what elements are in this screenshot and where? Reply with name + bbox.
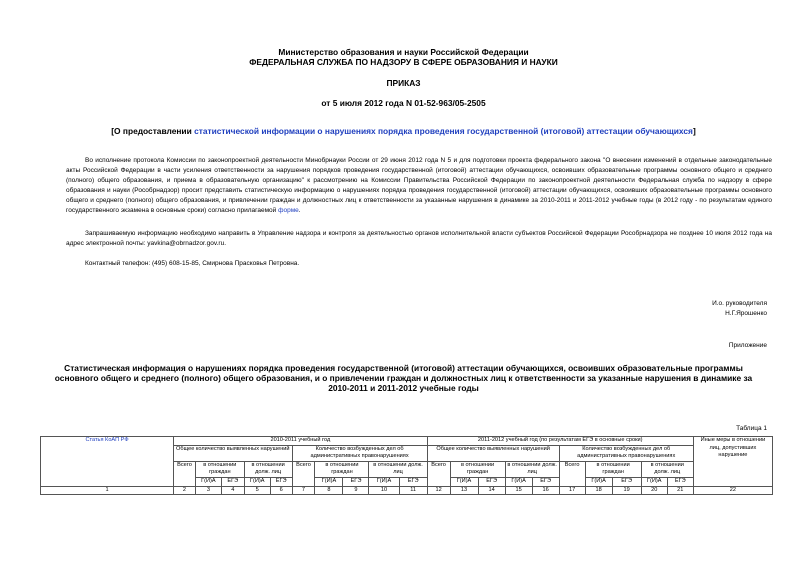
ministry-name: Министерство образования и науки Российской Федерации bbox=[278, 47, 529, 57]
column-number: 2 bbox=[174, 486, 196, 495]
header-violations-y1: Общее количество выявленных нарушений bbox=[174, 445, 292, 461]
header-year-2011-2012: 2011-2012 учебный год (по результатам ЕГЭ в основные сроки) bbox=[427, 437, 693, 446]
column-number: 9 bbox=[343, 486, 369, 495]
doc-date-number: от 5 июля 2012 года N 01-52-963/05-2505 bbox=[321, 98, 486, 108]
header-citizens: в отношении граждан bbox=[195, 461, 244, 477]
header-ege: ЕГЭ bbox=[478, 477, 505, 486]
column-number: 11 bbox=[399, 486, 427, 495]
header-officials: в отношении долж. лиц bbox=[369, 461, 427, 477]
column-number: 6 bbox=[270, 486, 292, 495]
header-year-2010-2011: 2010-2011 учебный год bbox=[174, 437, 428, 446]
column-number-row bbox=[41, 486, 773, 495]
header-ege: ЕГЭ bbox=[532, 477, 559, 486]
column-number: 5 bbox=[244, 486, 270, 495]
title-link[interactable]: статистической информации о нарушениях порядка проведения государственной (итоговой) аттестации обучающихся bbox=[194, 126, 693, 136]
header-ege: ЕГЭ bbox=[270, 477, 292, 486]
koap-link[interactable]: Статья КоАП РФ bbox=[85, 437, 129, 443]
paragraph-1-text: Во исполнение протокола Комиссии по законопроектной деятельности Минобрнауки России от 29 июня 2012 года N 5 и для подготовки проекта федерального закона "О внесении изменений в отдельные законодательные акты Российской Федерации в части усиления ответственности за нарушения порядков проведения государственной (итоговой) аттестации обучающихся, освоивших образовательные программы основного общего и среднего (полного) общего образования, и приема в образовательную организацию" к рассмотрению на Комиссии Правительства Российской Федерации по законопроектной деятельности Федеральная служба по надзору в сфере образования и науки (Рособрнадзор) просит представить статистическую информацию о нарушениях порядка проведения государственной (итоговой) аттестации обучающихся, освоивших образовательные программы основного общего и среднего (полного) общего образования, и привлечении граждан и должностных лиц к ответственности за указанные нарушения в динамике за 2010-2011 и 2011-2012 учебные годы (в 2012 году - по результатам единого государственного экзамена в основные сроки) согласно прилагаемой bbox=[66, 157, 772, 215]
header-ege: ЕГЭ bbox=[612, 477, 641, 486]
paragraph-2: Запрашиваемую информацию необходимо направить в Управление надзора и контроля за деятельностью органов исполнительной власти субъектов Российской Федерации Рособрнадзора не позднее 10 июля 2012 года на адрес электронной почты: yavkina@obrnadzor.gov.ru. bbox=[66, 230, 772, 248]
column-number: 15 bbox=[505, 486, 532, 495]
header-gia: Г(И)А bbox=[450, 477, 478, 486]
header-gia: Г(И)А bbox=[315, 477, 343, 486]
column-number: 16 bbox=[532, 486, 559, 495]
header-gia: Г(И)А bbox=[369, 477, 399, 486]
column-number: 10 bbox=[369, 486, 399, 495]
header-ege: ЕГЭ bbox=[221, 477, 244, 486]
column-number: 17 bbox=[559, 486, 585, 495]
signature-position: И.о. руководителя bbox=[712, 300, 767, 307]
header-gia: Г(И)А bbox=[641, 477, 667, 486]
column-number: 12 bbox=[427, 486, 450, 495]
header-citizens: в отношении граждан bbox=[450, 461, 505, 477]
column-number: 21 bbox=[667, 486, 693, 495]
header-gia: Г(И)А bbox=[505, 477, 532, 486]
form-link[interactable]: форме bbox=[278, 207, 299, 215]
column-number: 13 bbox=[450, 486, 478, 495]
header-ege: ЕГЭ bbox=[667, 477, 693, 486]
header-officials: в отношении долж. лиц bbox=[244, 461, 292, 477]
column-number: 7 bbox=[292, 486, 315, 495]
column-number: 8 bbox=[315, 486, 343, 495]
column-number: 19 bbox=[612, 486, 641, 495]
header-total: Всего bbox=[292, 461, 315, 486]
statistics-table bbox=[40, 436, 773, 495]
signature-name: Н.Г.Ярошенко bbox=[725, 310, 767, 317]
title-suffix: ] bbox=[692, 126, 696, 136]
column-number: 22 bbox=[693, 486, 772, 495]
header-citizens: в отношении граждан bbox=[585, 461, 641, 477]
appendix-label: Приложение bbox=[728, 342, 767, 349]
appendix-title: Статистическая информация о нарушениях порядка проведения государственной (итоговой) аттестации обучающихся, освоивших образовательные программы основного общего и среднего (полного) общего образования, и о привлечении граждан и должностных лиц к ответственности за указанные нарушения в динамике за 2010-2011 и 2011-2012 учебные годы bbox=[54, 363, 753, 393]
document-title bbox=[0, 126, 807, 137]
header-total: Всего bbox=[427, 461, 450, 486]
header-cases-y1: Количество возбужденных дел об административных правонарушениях bbox=[292, 445, 427, 461]
header-article bbox=[41, 437, 174, 487]
header-total: Всего bbox=[559, 461, 585, 486]
paragraph-1-end: . bbox=[298, 207, 301, 215]
column-number: 3 bbox=[195, 486, 221, 495]
column-number: 4 bbox=[221, 486, 244, 495]
service-name: ФЕДЕРАЛЬНАЯ СЛУЖБА ПО НАДЗОРУ В СФЕРЕ ОБРАЗОВАНИЯ И НАУКИ bbox=[249, 57, 558, 67]
header-officials: в отношении долж. лиц bbox=[505, 461, 559, 477]
header-cases-y2: Количество возбужденных дел об административных правонарушениях bbox=[559, 445, 693, 461]
column-number: 20 bbox=[641, 486, 667, 495]
header-ege: ЕГЭ bbox=[343, 477, 369, 486]
header-total: Всего bbox=[174, 461, 196, 486]
header-gia: Г(И)А bbox=[195, 477, 221, 486]
header-gia: Г(И)А bbox=[244, 477, 270, 486]
header-ege: ЕГЭ bbox=[399, 477, 427, 486]
header-other-measures: Иные меры в отношении лиц, допустивших нарушение bbox=[693, 437, 772, 487]
paragraph-1 bbox=[66, 156, 772, 217]
column-number: 1 bbox=[41, 486, 174, 495]
paragraph-3: Контактный телефон: (495) 608-15-85, Смирнова Прасковья Петровна. bbox=[85, 260, 300, 267]
column-number: 18 bbox=[585, 486, 612, 495]
header-citizens: в отношении граждан bbox=[315, 461, 369, 477]
title-prefix: [О предоставлении bbox=[111, 126, 195, 136]
header-violations-y2: Общее количество выявленных нарушений bbox=[427, 445, 559, 461]
table-label: Таблица 1 bbox=[736, 425, 767, 432]
header-gia: Г(И)А bbox=[585, 477, 612, 486]
column-number: 14 bbox=[478, 486, 505, 495]
header-officials: в отношении долж. лиц bbox=[641, 461, 693, 477]
doc-type: ПРИКАЗ bbox=[386, 78, 421, 88]
